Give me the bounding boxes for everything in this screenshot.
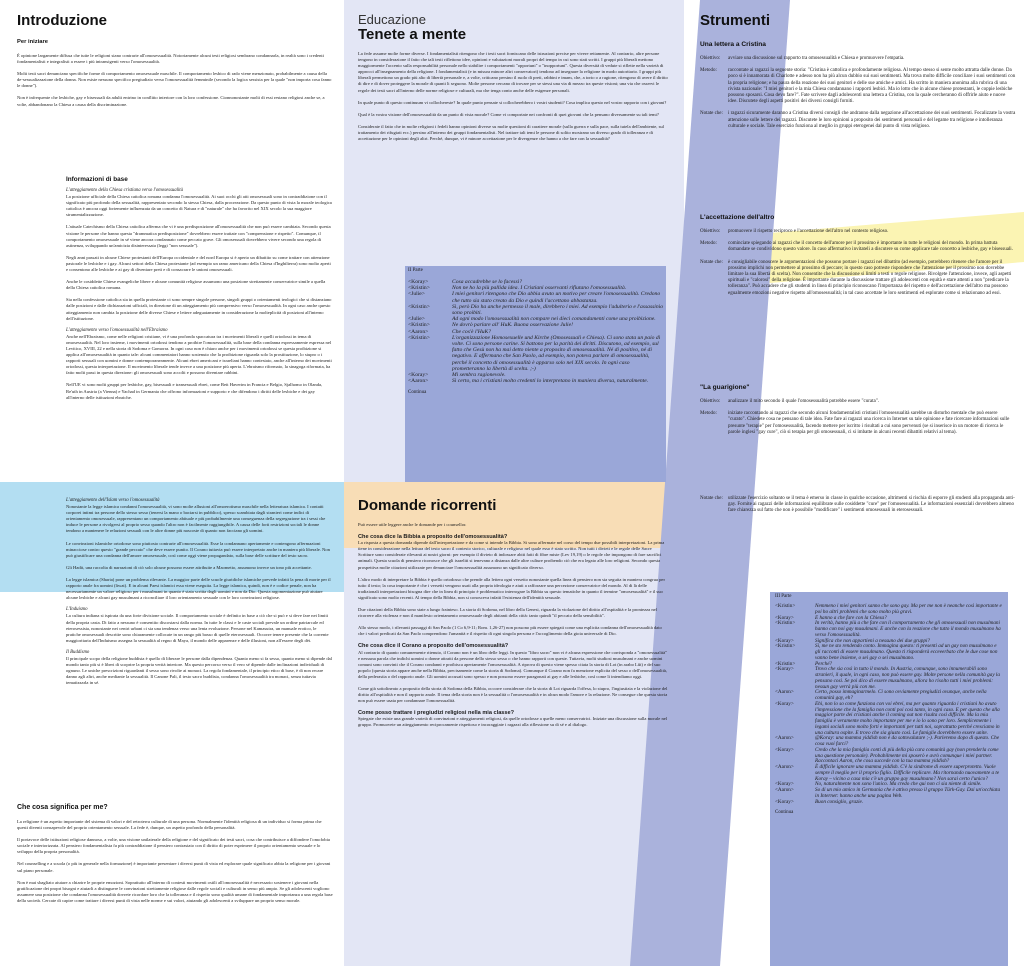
dialog-text: Credo che la mia famiglia conti di più della più cara comunità gay (non prenderla come una questione personale). Probabilmente mi sposerò e avrò comunque i miei partner. Raccontaci Aaron, che cosa succede con la tua mamma yiddish? [815,746,999,765]
dialog-speaker: <Koray> [775,781,794,788]
faq-answer: Allo stesso modo, i rilevanti passaggi di San Paolo (1 Co 6,9-11; Rom. 1,26-27) non possono più essere spiegati come una esplicita condanna dell'omosessualità dato che i valori predicati da San Paolo comprendono l'umanità e il rispetto di ogni singola persona e l'accoglimento della gioia universale di Dio. [358,625,662,637]
hinduism-heading: L'Induismo [66,607,88,613]
dialog-text: Trovo che sia così in tutto il mondo. In Austria, comunque, sono innumerabili sono stranieri, il quale, in ogni caso, non può essere gay. Molte persone nella comunità gay la pensano così. Se poi dico di essere musulmano, allora ho risolto tutti i miei problemi: nessun gay verrà più con me. [815,666,1000,690]
dialog-speaker: <Kristin> [775,603,796,609]
education-paragraph: La fede assume molte forme diverse. I fondamentalisti ritengono che i testi sacri forniscano delle istruzioni precise per vivere rettamente. Al contrario, altre persone tengono in considerazione il fatto che tali testi riflettono idee, opinioni e valutazioni morali propri del tempo in cui sono stati scritti. I gruppi più liberali mettono maggiormente l'accento sulla responsabilità personale nello stabilire i comportamenti "opportuni" o "inopportuni". Questa diversità di vedute si riflette nella varietà di approcci all'insegnamento della religione. I fondamentalisti (e in misura minore altri conservatori) tendono ad insegnare la religione in modo autoritario. I gruppi più liberali permettono un grado più alto di libertà personale e, a volte, criticano persino il ruolo di preti, rabbini e imam, che, a torto o a ragione, ritengono di avere il diritto di dire e di dover proteggere la morale di quanti li seguono. Molte persone cercano di trovare per se stessi una via di mezzo tra queste visioni; una via che osservi le regole dei testi sacri all'interno delle norme religiose e culturali, ma che tenga conto anche delle esigenze personali. [358,51,668,93]
note-text: utilizzate l'esercizio soltanto se il tema è emerso in classe in qualche occasione, altrimenti si rischia di esporre gli studenti alla propaganda anti-gay. Fornite ai ragazzi delle informazioni equilibrate sulle cosiddette "cure" per l'omosessualità. Le informazioni essenziali dovrebbero almeno fare chiarezza sul fatto che non è possibile "modificare" i sentimenti omosessuali in eterosessuali. [728,496,1015,514]
dialog-row [408,304,663,316]
tool1-method [700,68,1016,105]
meaning-paragraph: Nel counselling e a scuola (o più in generale nella formazione) è importante presentare i diversi punti di vista ed esplorare quale significato abbia la religione per i giovani sul piano personale. [17,861,331,873]
dialog-speaker: <Koray> [775,614,794,621]
tool3-note [700,496,1016,521]
tool2-title: L'accettazione dell'altro [700,214,775,221]
dialog-speaker: <Aaron> [775,764,794,770]
education-paragraph: In quale punto di questo continuum vi collochereste? In quale punto pensate si collocherebbero i vostri studenti? Cosa implica questo nel vostro rapporto con i giovani? [358,99,667,105]
note-label: Notate che: [700,259,723,265]
tool1-title: Una lettera a Cristina [700,41,766,48]
dialog-text: Sì certo, ma i cristiani molto credenti lo interpretano in maniera diversa, naturalmente. [452,378,649,385]
dialog-row [408,378,663,384]
dialog-speaker: <Kristin> [408,322,430,329]
dialog-text: Perché? [815,660,833,667]
dialog-speaker: <Aaron> [775,787,794,793]
dialog-text: Ehi, non lo so come funziona con voi ebrei, ma per quanto riguarda i cristiani ho avuto l'impressione che la famiglia non conti poi così tanto, in ogni caso. E per questo che alla maggior parte dei cristiani anche il coming out non risulta così difficile. Ma la mia famiglia è veramente molto importante per me e io lo sono per loro. Semplicemente i legami sociali sono molto forti e importanti per tutti noi, soprattutto perché cresciamo in una cultura ospite. E trovo che sia giusto così. Le famiglie dovrebbero essere unite. [815,700,1000,736]
info-paragraph: Anche nell'Ebraismo, come nelle religioni cristiane, vi è una profonda spaccatura tra i movimenti liberali e quelli ortodossi in tema di omosessualità. Nel loro insieme, i movimenti ortodossi tendono a proibire l'omosessualità, sulla base della condanna espressamente espressa nel Levitico, XVIII, 22 e nella storia di Sodoma e Gomorra. In ogni caso non è chiaro anche per i movimenti ortodossi se questa proibizione si applica all'omosessualità in quanto tale: alcuni commentatori hanno sostenuto che la proibizione riguarda solo la prostituzione, lo stupro o i rapporti sessuali con uomini e donne contemporaneamente. Alcuni ebrei americani e israeliani hanno contestato, anche all'interno dei movimenti ortodossi, questa interpretazione. Il movimento liberale tende invece a una posizione più aperta. L'ebraismo riformato, la sinagoga riformata, ha fatto molti passi in questa direzione: gli omosessuali sono accolti e possono diventare rabbini. [66,333,332,376]
dialog-text: E hanno a che fare con la Chiesa? [815,614,887,621]
dialog-heading: II Parte [408,268,423,273]
dialog-speaker: <Kristin> [775,643,796,650]
tool2-method [700,241,1016,253]
note-text: i ragazzi sicuramente daranno a Cristina diversi consigli che andranno dalla negazione all'accettazione dei suoi sentimenti. Focalizzate la vostra attenzione sulle lettere dei ragazzi. Discutete le loro opinioni a proposito dei sentimenti personali e del legame tra religione e intolleranza culturale e sociale. Tale esercizio funziona al meglio in gruppi eterogenei dal punto di vista religioso. [728,111,1016,129]
faq-section [358,497,668,735]
dialog-lines [408,279,663,384]
dialog-speaker: <Koray> [775,666,794,673]
dialog-row [408,291,663,303]
objective-text: avviare una discussione sul rapporto tra omosessualità e Chiesa e promuovere l'empatia. [728,56,905,61]
education-text [358,51,670,142]
info-paragraph: Negli anni passati in alcune Chiese protestanti dell'Europa occidentale e del nord Europa si è aperto un dibattito su come trattare con attenzione pastorale le lesbiche e i gay. Alcuni settori della Chiesa protestante (ad esempio un ramo americano della Chiesa d'Inghilterra) sono molto aperti e consentono alle lesbiche e ai gay di diventare preti e di consacrare le unioni omosessuali. [66,254,331,273]
objective-label: Obiettivo: [700,229,721,234]
dialog-speaker: <Kristin> [775,660,796,667]
column-intro [17,12,333,114]
dialog-text: Certo, posso immaginarmelo. Ci sono ovviamente pregiudizi ovunque, anche nella comunità gay, eh? [815,689,987,701]
objective-label: Obiettivo: [700,56,721,61]
continua-link[interactable]: Continua [775,810,794,816]
objective-text: analizzare il mito secondo il quale l'omosessualità potrebbe essere "curata". [728,399,880,404]
dialog-speaker: <Koray> [408,279,429,285]
dialog-speaker: <Kristin> [775,620,796,627]
tool2-objective [700,229,1016,235]
dialog-speaker: <Aaron> [408,328,429,335]
dialog-text: Che cos'è l'HuK? [452,328,492,335]
meaning-section [17,804,333,910]
faq-question: Che cosa dice la Bibbia a proposito dell'omosessualità? [358,534,508,541]
info-paragraph: La cultura indiana si ispirata da una forte divisione sociale. Il comportamento sociale è definito in base a ciò che si può e si deve fare nei limiti della propria casta. Di fatto a nessuno è consentito discostarsi dalla norma. In tutte le classi e le caste sociali prevale un ordine patriarcale ed eterosessista, nonostante nei centri urbani ci sia una tendenza verso una lenta evoluzione. Persone nel Kamasutra, un manuale erotico, le pratiche omosessuali descritte sono chiaramente collocate in un rango più basso di quelle eterosessuali. Occorre tenere presente che la corrente maggioritaria dell'Induismo assegna la sessualità al regno di Maya, il mondo delle apparenze e delle illusioni, non all'essere degli dèi. [66,613,329,643]
note-row [700,496,1016,515]
faq-title: Domande ricorrenti [358,497,497,514]
dialog-text: Buon consiglio, grazie. [815,798,864,805]
dialog-text: Ad ogni modo l'omosessualità non compare nei dieci comandamenti come una proibizione. [452,316,656,323]
info-paragraph: La legge islamica (Sharia) pone un problema rilevante. La maggior parte delle scuole giuridiche islamiche prevede infatti la pena di morte per il rapporto anale fra uomini (liwat). E in alcuni Paesi islamici essa viene eseguita. La legge islamica, quindi, non è e codice penale, non ha necessariamente un valore religioso per i musulmani in quanto è stata scritta dagli uomini e non da Dio. Questa argomentazione può aiutare alcune lesbiche e alcuni gay musulmani a riconciliare il loro orientamento sessuale con le loro convinzioni religiose. [66,576,331,601]
faq-answer: L'altro modo di interpretare la Bibbia è quello ortodosso che prende alla lettera ogni versetto nonostante quella linea di pensiero non sia seguita in maniera congrua per tutto il testo; la cosa importante è che i versetti vengono usati alla propria ideologia e aiuti a rafforzare una percezione conservatrice del mondo. Al di là delle tradizionali interpretazioni bisogna dire che in linea di principio è problematico interrogare la Bibbia su questo tematiche in quanto il termine "omosessualità" e il suo significato sono molto recenti. Al tempo della Bibbia, non si conosceva infatti l'esistenza dell'identità sessuale. [358,576,665,600]
method-label: Metodo: [700,68,717,74]
dialog-text: L'organizzazione Homosexuelle und Kirche (Omosessuali e Chiesa). Ci sono stata un paio di volte. Ci sono persone carine. Si battono per la parità dei diritti. Discutono, ad esempio, sul fatto che Gesù non ha mai detto niente a proposito di omosessualità. Né di positivo, né di negativo. E affermano che San Paolo, ad esempio, non poteva parlare di omosessualità, perché il concetto di omosessualità è apparso solo nel XIX secolo. In ogni caso prometteranno la libertà di scelta. ;-) [452,334,661,372]
religions-section [66,498,332,692]
tool2 [700,214,1016,303]
dialog-text: I miei genitori ritengono che Dio abbia avuto un motivo per creare l'omosessualità. Credono che tutto sia stato creato da Dio e quindi l'accettano abbastanza. [452,291,661,304]
dialog-row [775,765,1003,782]
method-text: iniziate raccontando ai ragazzi che secondo alcuni fondamentalisti cristiani l'omosessualità sarebbe un disturbo mentale che può essere "curato". Chiedete cosa ne pensano di tale idea. Fate fare ai ragazzi una ricerca in Internet su tale opinione e fate ricercare informazioni sulle presunte "terapie" per l'omosessualità, facendo mettere per iscritto i risultati a cui sono pervenuti (se si inserisce in un motore di ricerca le parole inglesi "gay cure", ciò si terapia per gli omosessuali, ci si imbatte in alcuni recenti dibattiti relativi al tema). [728,411,1010,435]
dialog-speaker: <Aaron> [775,689,794,696]
faq-intro: Può essere utile leggere anche le domande per i counsellor. [358,522,467,527]
judaism-heading: L'atteggiamento verso l'omosessualità nell'Ebraismo [66,327,168,333]
dialog-speaker: <Koray> [775,637,794,644]
buddhism-heading: Il Buddismo [66,649,90,655]
dialog-text: Ne dovrò parlare all' HuK. Buona osservazione Julie! [452,322,573,329]
dialog-box-part2 [408,268,663,395]
dialog-text: So di un mio amico in Germania che è attivo presso il gruppo Türk-Gay. Dai un'occhiata in Internet: hanno anche una pagina Web. [815,787,1001,799]
faq-question: Come posso trattare i pregiudizi religiosi nella mia classe? [358,710,515,717]
dialog-text: Mi sembra ragionevole. [452,372,506,379]
faq-answer: Come già sottolineato a proposito della storia di Sodoma della Bibbia, occorre considerare che la storia di Lot riguarda l'offesa, lo stupro, l'ingiustizia e la violazione del diritto all'ospitalità e non il rapporto anale. Il tema della storia non è la sessualità o l'omosessualità e in alcun modo l'amore e la relazione. Ne consegue che questa storia non può essere usata per condannare l'omosessualità. [358,685,668,704]
info-paragraph: Le convinzioni islamiche ortodosse sono piuttosto contrarie all'omosessualità. Esse la condannano apertamente e contengono affermazioni minacciose contro questo "grande peccato" che deve essere punito. Il Corano tuttavia può essere interpretato anche in maniera più liberale. Non può giustificare una condanna dell'amore omosessuale, così come oggi viene propagandato, sulla base delle scritture del testo sacro. [66,540,330,558]
dialog-row [775,604,1003,616]
dialog-speaker: <Aaron> [775,735,794,742]
tool3-title: "La guarigione" [700,384,750,391]
tool1-note [700,111,1016,130]
meaning-paragraph: Non è mai sbagliato aiutare a chiarire le proprie emozioni. Soprattutto all'interno di contesti movimenti ostili all'omosessualità è necessario sostenere i giovani nella gratificazione dei propri bisogni e aiutarli a distinguere le convinzioni strettamente religiose dalle regole sociali e culturali in senso più ampio. Se gli adolescenti vogliono assumere una posizione che condanna l'omosessualità dovrete ricordare loro che la tolleranza e il rispetto sono qualità umane di fondamentale importanza a una regola base della società. Cercate di capire come trattare i diversi punti di vista nelle norme e sui valori, aiutando gli adolescenti a sviluppare un proprio senso morale. [17,879,333,903]
dialog-speaker: <Julie> [408,316,425,323]
dialog-text: Nemmeno i miei genitori sanno che sono gay. Ma per me non è neanche così importante e poi ho altri problemi che sono molto più gravi. [815,603,1002,615]
tool3-objective [700,399,1016,405]
dialog-lines [775,604,1003,805]
info-paragraph: L'attuale Catechismo della Chiesa cattolica afferma che vi è una predisposizione all'omosessualità che non può essere cambiata. Secondo questa visione le persone che hanno questa "drammatica predisposizione" dovrebbero essere trattate con "comprensione e rispetto". Comunque, il comportamento omosessuale in sé viene ancora condannato come peccato grave. Gli omosessuali dovrebbero vivere secondo una regola di astinenza, sviluppando un'amicizia disinteressata (leggi "non sessuale"). [66,224,331,248]
dialog-row [775,800,1003,806]
dialog-speaker: <Julie> [408,291,425,298]
dialog-row [775,748,1003,765]
meaning-paragraph: La religione è un aspetto importante del sistema di valori e del retroterra culturale di una persona. Normalmente l'identità religiosa di un individuo si forma prima che questi diventi consapevole del proprio orientamento sessuale. La fede è, dunque, un aspetto profondo della personalità. [17,819,322,831]
education-paragraph: Considerate il fatto che in molte religioni i fedeli hanno opinioni diverse su molte questioni di carattere morale (sulla guerra e sulla pace, sulla tutela dell'ambiente, sul trattamento dei rifugiati ecc.) persino all'interno dei gruppi fondamentalisti. Nel trattare tali temi le persone di solito mostrano un diverso grado di tolleranza e di accettazione per le opinioni degli altri. Perché, dunque, vi è minore accettazione per le divergenze che hanno a che fare con la sessualità? [358,123,664,142]
dialog-text: No, naturalmente non sono l'unico. Ma credo che qui non ci sia niente di simile. [815,781,982,788]
dialog-text: Non ne ho la più pallida idea. I Cristiani osservanti rifiutano l'omosessualità. [452,285,627,292]
dialog-text: Sì, me ne sto rendendo conto. Immagina questo: ti presenti ad un gay non musulmano e gli racconti di essere musulmano. Questo ti risponderà ecceeerbato che le due cose non vanno bene insieme, o sei gay o sei musulmano. [815,643,998,661]
note-label: Notate che: [700,111,723,117]
info-section [66,176,332,407]
method-label: Metodo: [700,241,717,247]
dialog-speaker: <Kristin> [408,334,430,341]
dialog-row [408,335,663,372]
intro-paragraph: Non è infrequente che lesbiche, gay e bisessuali da adulti entrino in conflitto interiore con la loro confessione. Cionnonostante molti di essi restano religiosi anche se, a volte, abbandonano la Chiesa a causa della discriminazione. [17,95,325,107]
meaning-title: Che cosa significa per me? [17,804,108,811]
method-text: cominciate spiegando ai ragazzi che il concetto dell'amore per il prossimo è importante in tutte le religioni del mondo. In prima battuta domandate se condividono questo valore. In caso affermativo invitateli a discutere su come applicare tale concetto a lesbiche, gay e bisessuali. [728,241,1013,253]
method-label: Metodo: [700,411,717,417]
intro-title: Introduzione [17,12,107,29]
catholic-heading: L'atteggiamento della Chiesa cristiana verso l'omosessualità [66,188,184,193]
info-paragraph: Gli Hadit, una raccolta di narrazioni di ciò solo alcune possono essere attribuite a Maometto, assumono invece un tono più accettante. [66,564,312,570]
faq-answer: Spiegate che esiste una grande varietà di convinzioni e atteggiamenti religiosi, da quelle ortodosse a quelle meno conservatrici. Iniziate una discussione sulla morale nel gruppo. Promuovete un atteggiamento reciprocamente rispettoso e incoraggiate i ragazzi alla riflessione su di sé e al dialogo. [358,716,668,728]
dialog-speaker: <Kristin> [408,303,430,310]
meaning-paragraph: Il portavoce delle istituzioni religiose dannoso, a volte, una visione unilaterale della religione e del significato dei testi sacri, cosa che contribuisce a diffondere l'omofobia sociale e interiorizzata. Al pensiero fondamentalista fa più contraddizione il pensiero contrastato con il diritto di poter esprimere il proprio orientamento sessuale e lo sviluppo della propria personalità. [17,837,330,855]
tool3-method [700,411,1016,436]
column-tools [700,12,1016,136]
faq-answer: Al contrario di quanto comunemente ritenuto, il Corano non è un libro delle leggi. In questo "libro sacro" non vi è alcuna espressione che corrisponda a "omosessualità" e nessuna parola che indichi uomini o donne attratti da persone dello stesso sesso o che hanno rapporti con queste. Tuttavia, molti studiosi musulmani e anche uomini comuni sono convinti che il Corano condanni e proibisca apertamente l'omosessualità. A riprova di questo viene spesso citata la storia di Lot (in arabo Lût) e del suo popolo (questa storia appare anche nella Bibbia, precisamente come la storia di Sodoma). Comunque il Corano non fa menzione esplicita del sesso o dell'omosessualità, della pederastia o del rapporto anale. Gli uomini accusati sono spesso e non possono essere paragonati ai gay e alle lesbiche, così come li intendiamo oggi. [358,649,668,679]
education-paragraph: Qual è la vostra visione dell'omosessualità da un punto di vista morale? Come vi comportate nei confronti di quei giovani che la pensano diversamente su tali temi? [358,111,659,117]
intro-paragraph: Molti testi sacri denunciano specifiche forme di comportamento omosessuale maschile. Il comportamento lesbico di rado viene menzionato, probabilmente a causa della de-sessualizzazione della donna. Non esiste nessuno specifico pregiudizio verso l'omosessualità femminile (secondo la logica sessista per la quale "non importa cosa fanno le donne"). [17,71,332,89]
dialog-speaker: <Aaron> [408,378,429,385]
intro-paragraph: È opinione largamente diffusa che tutte le religioni siano contrarie all'omosessualità. Notoriamente alcuni testi religiosi sembrano condannarla, in realtà sono i credenti fondamentalisti e integralisti a essere i più intransigenti verso l'omosessualità. [17,53,324,65]
info-paragraph: Anche le cosiddette Chiese evangeliche libere e alcune comunità religiose assumono una posizione strettamente conservatrice simile a quella della Chiesa cattolica romana. [66,279,326,291]
dialog-text: È difficile ignorare una mamma yiddish. C'è la sindrome di essere superprotetto. Vuole sempre il meglio per il proprio figlio. Difficile replicare. Ma ritornando nuovamente a te Koray – vicino a casa mia c'è un gruppo gay musulmano? Non sarai certo l'unico? [815,764,1000,782]
dialog-row [775,621,1003,638]
dialog-speaker: <Koray> [775,700,794,707]
dialog-box-part3 [775,594,1003,815]
continua-link[interactable]: Continua [408,390,427,396]
info-title: Informazioni di base [66,176,128,183]
info-paragraph: La posizione ufficiale della Chiesa cattolica romana condanna l'omosessualità. Ai suoi occhi gli atti omosessuali sono in contraddizione con il significato più profondo della sessualità, rappresentato secondo la stessa Chiesa, dalla procreazione. Da questo punto di vista la morale teologica cattolica è ancora oggi fortemente influenzata da un concetto di Natura e di "naturale" che ha favorito nel XIX secolo la sua maggiore strumentalizzazione. [66,194,332,218]
intro-text [17,53,333,108]
dialog-text: In verità, hanno più a che fare con il comportamento che gli omosessuali non musulmani hanno con noi gay musulmani. E anche con la reazione che tutto il mondo musulmano ha verso l'omosessualità. [815,620,1001,638]
objective-label: Obiettivo: [700,399,721,404]
faq-question: Che cosa dice il Corano a proposito dell'omosessualità? [358,643,509,650]
dialog-text: Sì, però Dio ha anche permesso il male, direbbero i miei. Ad esempio l'adulterio e l'assassinio sono proibiti. [452,303,663,317]
dialog-speaker: <Koray> [408,372,429,379]
tool3 [700,384,1016,442]
dialog-speaker: <Koray> [775,746,794,753]
info-text [66,188,332,401]
islam-heading: L'atteggiamento dell'Islam verso l'omosessualità [66,498,160,503]
meaning-text [17,819,333,904]
tool2-note [700,260,1016,297]
faq-answer: La risposta a questa domanda dipende dall'interpretazione e da come si intende la Bibbia. Si sono affermate nel corso del tempo due possibili interpretazioni. La prima tiene in considerazione nella lettura del testo sacro il contesto storico, culturale e religioso nel quale esso è stato scritto. Non tutti i divieti e le regole delle Sacre Scritture sono considerate rilevanti ai nostri giorni: per esempio il divieto di indossare abiti fatti di fibre miste (Lev 19,19) o le regole che impongono di fare sacrifici animali. Questa scuola di pensiero riconosce che gli israeliti si tenevano a distanza dalle altre culture proibendo ciò che era legato alle loro religioni. Secondo questa prospettiva molte citazioni utilizzate per denunciare l'omosessualità assumono un significato diverso. [358,540,665,570]
info-paragraph: Il principale scopo della religione buddista è quello di liberare le persone dalla dipendenza. Quanto meno si fa sesso, quanto meno si dipende dal mondo tanto più si è liberi di scoprire la propria verità interiore. Ma questo percorso verso il vero sé dipende dalle inclinazioni individuali di ognuno. Le uniche prescrizioni riguardanti il sesso sono rivolte ai monaci. La regola fondamentale, il principio etico di base, è di non recare danno agli altri, anche mediante la sessualità. Il Canone Pali, il testo sacro buddista, condanna l'omosessualità tra monaci, senza tuttavia tematizzarla in sé. [66,655,332,686]
tenete-a-mente-title: Tenete a mente [358,26,467,43]
faq-text [358,522,668,729]
per-iniziare-heading: Per iniziare [17,39,48,45]
dialog-heading: III Parte [775,594,792,599]
dialog-text: @Koray: una mamma yiddish non è da sottovalutare ;-). Parleremo dopo di questo. Che cosa vuoi farci? [815,735,1000,747]
info-paragraph: Nell'UE vi sono molti gruppi per lesbiche, gay, bisessuali e transessuali ebrei, come Beit Haverim in Francia e Belgio, Sjalhomo in Olanda, Re'uth in Austria (a Vienna) e Yachad in Germania che offrono informazioni e supporto e che difendono i diritti delle lesbiche e dei gay all'interno delle istituzioni ebraiche. [66,382,323,400]
dialog-row [775,644,1003,661]
tools-title: Strumenti [700,12,771,29]
education-kicker: Educazione [358,12,426,27]
objective-text: promuovere il rispetto reciproco e l'accettazione dell'altro nel contesto religioso. [728,229,889,234]
faq-answer: Due citazioni della Bibbia sono state a lungo frainteso. La storia di Sodoma, nel libro della Genesi, riguarda la violazione del diritto all'ospitalità e la prontezza nel ricorrere alla violenza e non il manifesto orientamento omosessuale degli abitanti della città: tanto quindi "il peccato della sensibilità". [358,607,657,619]
info-paragraph: Sia nella confessione cattolica sia in quella protestante ci sono sempre singole persone, singoli gruppi o orientamenti teologici che si distanziano dalle posizioni e dalle dichiarazioni ufficiali, in direzione di un atteggiamento più comprensivo verso l'omosessualità. In ogni caso anche questo atteggiamento non cambia la posizione delle diverse Chiese e lettere adeguatamente in considerazione la molteplicità di posizioni all'interno dell'istituzione. [66,297,332,321]
tool1-objective [700,56,1016,62]
religions-text [66,498,332,686]
dialog-speaker: <Kristin> [408,285,430,292]
dialog-row [775,667,1003,690]
dialog-text: Significa che non appartieni a nessuno dei due gruppi? [815,637,930,644]
info-paragraph: Nonostante la legge islamica condanni l'omosessualità, vi sono molte allusioni all'omoerotismo maschile nella letteratura islamica. I contatti corporei intimi tra persone dello stesso sesso (tenersi la mano o baciarsi in pubblico), spesso scambiata dagli stranieri come indici di orientamento omosessuale, rappresentano un comportamento abituale e più probabilmente una conseguenza della segregazione tra i sessi che induce le persone a rivolgersi al proprio sesso quando l'altro non è facilmente raggiungibile. A causa delle forti restrizioni sociali le donne tendono a mantenere le relazioni sessuali con le altre donne più nascoste di quanto non facciano gli uomini. [66,504,326,534]
dialog-speaker: <Koray> [775,798,794,805]
dialog-row [775,702,1003,737]
dialog-row [775,788,1003,800]
column-education [358,12,670,148]
dialog-text: Cosa accadrebbe se lo facessi? [452,279,523,285]
method-text: raccontate ai ragazzi la seguente storia: "Cristina è cattolica e profondamente religiosa. Al tempo stesso si sente molto attratta dalle donne. Da poco si è innamorata di Charlotte e adesso non ha più alcun dubbio sui suoi sentimenti. Ma trova molto difficile conciliare i suoi sentimenti con la propria religione; e ha paura della reazione dei suoi genitori e delle sue amiche e amici. Ha scritto in maniera anonima alla rubrica di una rivista nazionale: "I miei genitori e la mia Chiesa condannano i rapporti lesbici. Ma io lotto che in alcune chiese protestanti, le coppie lesbiche possono sposarsi. Cosa devo fare?". Fate scrivere dagli adolescenti una lettera a Cristina, con la quale cercheranno di offrirle aiuto e nuove idee. Discutete degli aspetti positivi dei diversi consigli forniti. [728,68,1016,105]
note-text: è consigliabile conoscere le argomentazioni che possono portare i ragazzi nel dibattito (ad esempio, potrebbero ritenere che l'amore per il prossimo implichi non permettere al prossimo di peccare; in questo caso potreste rispondere che l'attenzione per il prossimo non dovrebbe limitare la sua libertà di scelta). Non consentite che la discussione si limiti a testi o regole religiose. Rivolgete l'attenzione, invece, agli aspetti spirituali e "calorosi" della religione. È importante durante la discussione trattare gli adolescenti con equità e stare attenti a non "predicare la tolleranza". Può accadere che gli studenti in linea di principio riconoscano l'importanza del rispetto e dell'accettazione dell'altro ma possono egualmente emozioni negative rispetto all'omosessualità; in tal caso accettate le loro sentimenti ed esplorate come si relazionano ad essi. [728,259,1012,296]
note-label: Notate che: [700,496,723,501]
